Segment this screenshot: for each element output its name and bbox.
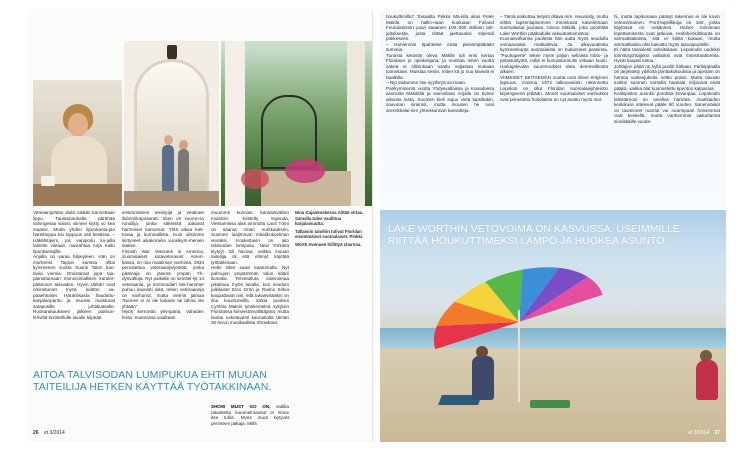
pull-quote-left: AITOA TALVISODAN LUMIPUKUA EHTI MUUAN TAITEILIJA HETKEN KÄYTTÄÄ TYÖTAKKINAAN. [33, 369, 272, 393]
photo-detail [33, 184, 122, 206]
page-number: 26 [33, 430, 39, 436]
paragraph: Keskipiston aurinko porottaa kovanpaa. Lepokodin lähistärnosi on omellas hämärä. Asukkaiden keskikuivi ottelevat pääle 90 vuoden. Sanennäiset on tavanneet nuoriut vai nuorinpaan hoivemmat ovat keskellä, mutta vanhemmat vaikuttamat sinnikkäille vuode- [614, 91, 720, 124]
photo-woman-at-table [33, 80, 122, 206]
paragraph: – Tämä vaikuttaa tietysti oltava mm. neuvoisty, mutta eihkä lapsenlapsemme innostuvat kaivelemaan suomalaisia juuriaan, toivoo Mäkilä, joka pyörittää Lake Worthin pääkadulla vakuutustoimistoa. [500, 14, 608, 36]
photo-detail [51, 136, 107, 188]
photo-detail [162, 145, 174, 193]
photo-captions [295, 210, 367, 250]
paragraph: Myös kerrontta ylempänä, Vahaden hinta -museossa vaalitaan [122, 309, 204, 320]
paragraph: – Nyt taidamme itse syylloryä sa-maan. [386, 80, 467, 85]
paragraph: muumme kunnias. kansainvälisin muistoin. Kiistelty legenda, Vietnamissa alas ammuttu Lauri Törni on saanut oman nurkkauksen, Suomen laajimman mitalikokoelman vieraksi. Koskettavin on aito talvisodan lumipuku. New Yorkista kiytyyt. Eli hai-taa, vaikka muuan taiteilija oli sitä ehtinyt käyttää työtakkinaan. [211, 210, 289, 265]
paragraph [211, 404, 289, 426]
page-number: 27 [714, 430, 720, 436]
paragraph: VIIMEISET SEITSEMÄN vuotta ovat olleet erityinen lapsuus. Vuonna 1972 talkoovoimin rakennettu Lepokoti on ollut Floridan suomalaisyhteisön kiipengeenä pitkään. Monet suomalaiset vanhukset ovat perustettu hoitolaitos on nyt avattu myös mui- [500, 74, 608, 102]
paragraph: ensimmäinen esiintyijä ja vetäinee ilidmmikaposaratt. Siten on vuorun-ta runoilija, jonka säkeissä aakavat harmeiset kamomat. Yhtä aikaa kiet-tovaa ja kummallista. Kuin olisimme siirtyneet aikakonelia vuosikym-menien taakse. [122, 210, 204, 248]
paragraph: Finnish War Veterans in America, Suomalaiset sotaveteraanit Ameri-kassa, on osa maailman vanhinta, 1934 perustettua veteraanijärjestöä, jonka päämaja on jäsenä ympäri Yh-dysvaltoja. Nyt paikalle on sinnitel-lyt 14 veteraania, ja kommodieri Ma-hammer puhuu kaunisti siitä, miten veteraaneja on vanhunut, mutta vieti-lä jaksaa “kunnes ei ai ole kukaan tai lähoa ole yhtään”. [122, 248, 204, 309]
article-column-5 [500, 14, 608, 102]
magazine-issue: et 3/2014 [688, 430, 710, 436]
paragraph: houkuttimilla? Toisaalta Pekka Mä-kilä alias Peter Makila on hallin-naan kuuluaan Finland Foundatiomin joavi saaanen 100 000 dollarin lah-joituksesta, josta riittää jaettavaksi stipendi pokkeseen. [386, 14, 494, 41]
page-footer-left [33, 430, 65, 436]
paragraph: Turuista ketostin oleva Mäkilä tuli ensi kertaa Floridaan jo opiskelijana, ja muistaa miten vuotta väkeä ei silloinkaan osattu valjastaa mukaan toimintaan. Muistaa sesiin, miten kä jo nuo kävivät ei haalkilla. [386, 52, 494, 80]
paragraph: Hetki siten saavi kaatumalla. Nyt palmujen ympärömän talon käärii ilunaika. Tervetulluta vaisvoimaa pikalinaa myös lavalla, kun seuduin julkilaiset Eino Grön ja Raimo Sirkia kaupattavat niin, että takarivissäkin on iloa kuuntuneilla. Sirkia puolisoi Cynthia Makris työskenteleä nykyisin Floridassa kiinteistönvälittäjänä, mutta laulaa usketavasti kaunatiolla tämän 30-luvun musikaalista Showboat. [211, 265, 289, 325]
magazine-issue: et 3/2014 [43, 430, 65, 436]
photo-detail [285, 159, 325, 183]
article-column-6 [614, 14, 720, 124]
paragraph: Kunnasvirkansa puolesta hän autta myös seudulla vamaavaisia matkailevia. Ja alkuvuodesta kymmenkunta suomalaista on hukanneet passinsa. “Puuhaperte” tekee myös paljon sellaista lobto- ja pelastustyötä, mikä ei kunniakonsulin virkaan kuulu. Harkajälevista suurennukset sista demmeilkosta alkaen. [500, 36, 608, 74]
paragraph: Anjalla on varaa hilpeyteen. Hän on murhenst Tapion kanssa olltai kymmenen vuotta Suomi Talon kan-tavia voimia. Omistamat jopa taa-painottamaan monivoimallisen kuraler-päämoon takvaden. Hyvin tärkän ovat ominstumet myös keittön va-paaehtoiset. Häränlisasta hauduttu-kanjalanpanto ja muussi maistuvat sataposille juhlakatsalle. Ruokarakaukseen jälkeen palmun-lehviltä koristellulle lavalle kiipeää [33, 254, 115, 320]
lead-in-text: vaikka rakastettu kuunnelmaosut ei sinne itse tullut. Myös muut kiytyvät perinteen jatkaja. Millä [211, 404, 289, 426]
paragraph: – Harvenmin tipahtelee enää pienempiäkään summia. [386, 41, 494, 52]
photo-detail [530, 400, 570, 408]
article-column-3 [211, 210, 289, 326]
photo-detail [164, 135, 173, 145]
article-column-1 [33, 210, 115, 320]
photo-beachgoer [696, 360, 718, 400]
text-panel [380, 10, 726, 210]
photo-detail [178, 149, 189, 193]
left-page [27, 10, 373, 442]
photo-detail [41, 176, 55, 186]
photo-caption: Worth Avenuen hillittyä charmia. [295, 241, 362, 247]
lead-in-caps: SHOW MUST GO ON, [211, 404, 271, 409]
pull-quote-right: LAKE WORTHIN VETOVOIMA ON KASVUSSA: USEIMMILLE RIITTÄÄ HOUKUTTIMEKSI LÄMPÖ JA HUOKEA ASUNTO. [388, 223, 680, 247]
photo-detail [124, 191, 219, 206]
photo-garden-gate [221, 41, 372, 206]
article-column-3-end [211, 404, 289, 426]
paragraph: Parikymmentä vuotta Yhdysvalloissa ja Kanadassa asunutta Mäkilällä ja vaimollaan Anjalla on kolme aikuista lasta. Suomen kieli sujuu vielä lapsiltakin, saavutan sirainsä, mutta muusen he ovat amerikkalai-sen yhteiskunnan kasvatteja. [386, 85, 494, 113]
paragraph: hi, mutta tapitumaan pääsyt rakennus ei ole kovin veteovimainen. Porti-lapsilkkoja on 160, joista käytössä on neljännes. Hiuhet toiminnan lopettamisesta ovat jatkuvia. Hoitohenkilökunta on ammattitaitoista, sitä ei kiistä kukaan, mutta ammattilaisia olisi kaivattu myös talouspuolelle. [614, 14, 720, 47]
photo-detail [261, 95, 317, 169]
photo-detail [518, 310, 520, 402]
paragraph: Johtajien päitä on kyllä puoliti haltaan. Parikippaalla on järjestetty ydilloitä jämttakokouksia ja ajontain on hantoa vaikanjukeita nelttu poissi. Mutta taivaan tuolitni suomen varsella haasaat miljoonat eivät pääkä, vaikka tilat kunnostettu kpeoton kalpasiva. [614, 63, 720, 91]
photo-beachgoer [472, 356, 494, 400]
paragraph: Ei näitä tasaisesti rahoitakaan. Lepokodin uudeksi toimitusjohtajaksi valituiksi ovat ministraattoreita. Hyvät kaupat vatuu. [614, 47, 720, 63]
photo-detail [68, 113, 88, 137]
right-page [380, 10, 726, 442]
page-footer-right [688, 430, 720, 436]
photo-detail [241, 169, 269, 189]
photo-caption: Nina Kajankoskessa riittää virtaa. Samalla tulee vaalittua karjalaisuutta. [295, 210, 364, 227]
article-column-2 [122, 210, 204, 320]
paragraph: Veteaanijohtan alulsi sisään kannettaan lippu. Taustanauhalta pärähää vahingessa vaiosi, viimein kiytty vo kea maassi. Mutta yhden lipunkanta-jan hareittoppa tuo loppuun asti kestissa. – Häkähitijeim, jos vanipoitu ku-jalla talinitte vaitaan, naurahtaa Anja Kallo lipunkantajille. [33, 210, 115, 254]
photo-caption: Tällaisiin taloihin tulivat Floridan ensimmäiset suomalaiset. Pinkki. [295, 228, 364, 240]
photo-archway-couple [124, 41, 219, 206]
article-column-4 [386, 14, 494, 113]
